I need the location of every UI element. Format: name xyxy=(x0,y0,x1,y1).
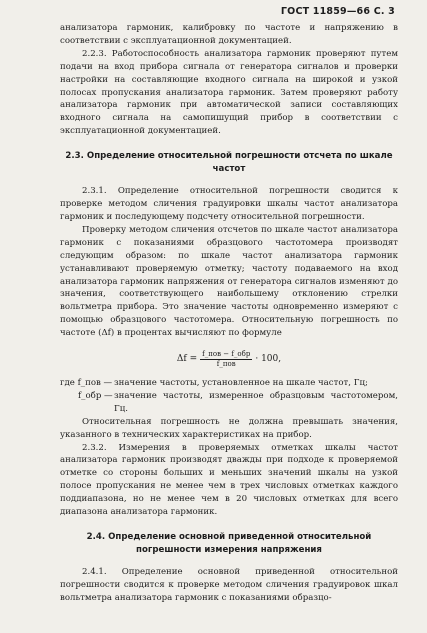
section-heading-2-3: 2.3. Определение относительной погрешности отсчета по шкале частот xyxy=(65,151,393,174)
paragraph-error-limit: Относительная погрешность не должна превышать значения, указанного в технических характеристиках на прибор. xyxy=(60,416,398,440)
paragraph-2-3-1: 2.3.1. Определение относительной погрешности сводится к проверке методом сличения градуировки шкалы частот анализатора гармоник и последующему подсчету относительной погрешности. xyxy=(60,186,398,222)
formula-denominator: f_пов xyxy=(216,360,236,369)
legend-row xyxy=(60,377,398,390)
formula-rhs: · 100, xyxy=(255,354,282,365)
formula-fraction xyxy=(200,350,252,369)
paragraph-2-2-3: 2.2.3. Работоспособность анализатора гармоник проверяют путем подачи на вход прибора сигнала от генератора сигналов и проверки настройки на составляющие входного сигнала на широкой и узкой полосах пропускания анализатора гармоник. Затем проверяют работу анализатора гармоник при автоматической записи составляющих входного сигнала на самопишущий прибор в соответствии с эксплуатационной документацией. xyxy=(60,48,398,137)
formula-numerator: f_пов − f_обр xyxy=(202,350,251,359)
page-content xyxy=(60,22,398,605)
frequency-error-formula xyxy=(60,350,398,369)
section-heading-2-4: 2.4. Определение основной приведенной относительной погрешности измерения напряжения xyxy=(86,532,372,555)
legend-symbol: f_обр — xyxy=(78,390,113,401)
paragraph-top: анализатора гармоник, калибровку по частоте и напряжению в соответствии с эксплуатационной документацией. xyxy=(60,23,398,46)
legend-row xyxy=(60,390,398,416)
paragraph-2-3-2: 2.3.2. Измерения в проверяемых отметках шкалы частот анализатора гармоник производят дважды при подходе к проверяемой отметке со стороны больших и меньших значений шкалы на узкой полосе пропускания не менее чем в трех числовых отметках каждого поддиапазона, но не менее чем в 20 числовых отметках для всего диапазона анализатора гармоник. xyxy=(60,442,398,518)
legend-text: значение частоты, установленное на шкале частот, Гц; xyxy=(114,378,368,389)
legend-symbol: где f_пов — xyxy=(60,378,113,389)
paragraph-2-3-1-method: Проверку методом сличения отсчетов по шкале частот анализатора гармоник с показаниями образцового частотомера производят следующим образом: по шкале частот анализатора гармоник устанавливают проверяемую отметку; частоту подаваемого на вход анализатора гармоник напряжения от генератора сигналов изменяют до значения, соответствующего наибольшему отклонению стрелки вольтметра прибора. Это значение частоты одновременно измеряют с помощью образцового частотомера. Относительную погрешность по частоте (Δf) в процентах вычисляют по формуле xyxy=(60,224,398,339)
formula-legend xyxy=(60,377,398,416)
paragraph-2-4-1: 2.4.1. Определение основной приведенной относительной погрешности сводится к проверке методом сличения градуировок шкал вольтметра анализатора гармоник с показаниями образцо- xyxy=(60,567,398,603)
legend-text: значение частоты, измеренное образцовым частотомером, Гц. xyxy=(114,390,398,414)
page-header: ГОСТ 11859—66 С. 3 xyxy=(280,6,395,17)
formula-lhs: Δf = xyxy=(176,354,198,365)
